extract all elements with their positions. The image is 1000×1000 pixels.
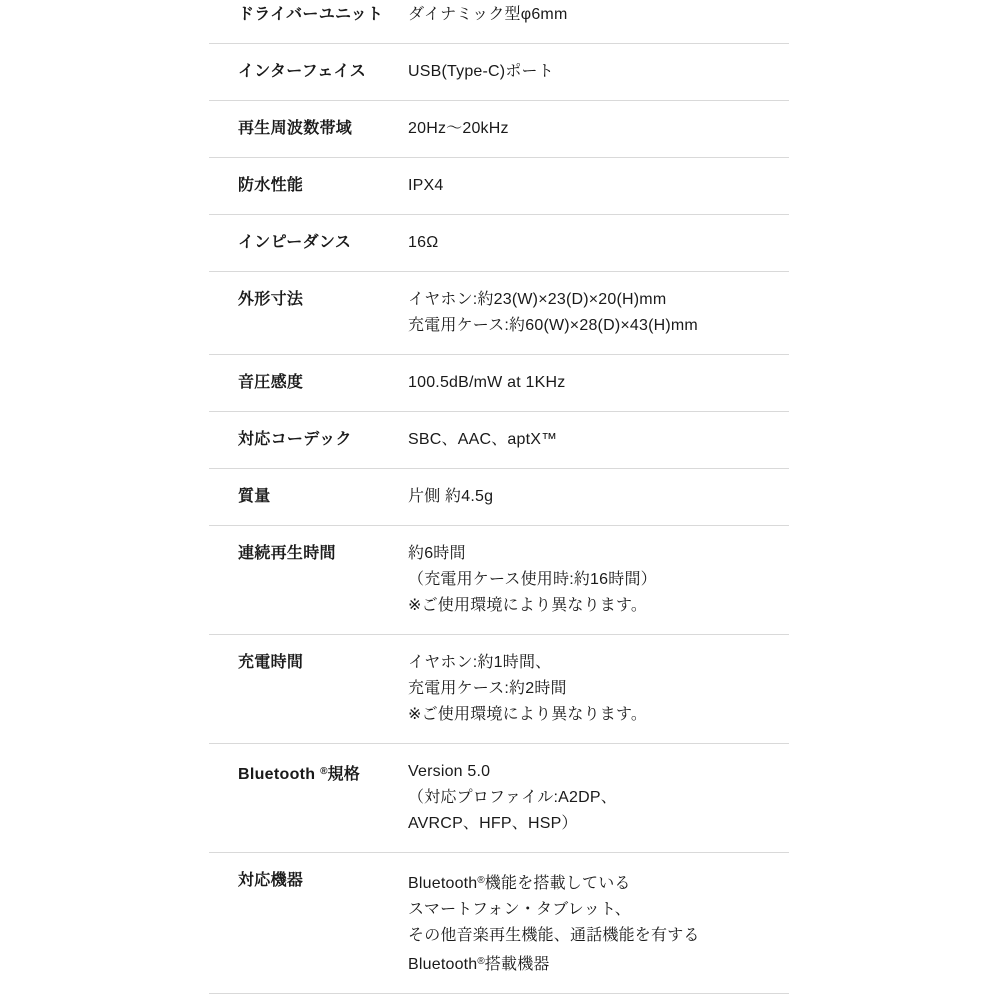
spec-label: 再生周波数帯域	[238, 120, 353, 137]
spec-value	[408, 59, 789, 85]
spec-label: 連続再生時間	[238, 545, 336, 562]
spec-value-line: スマートフォン・タブレット、	[408, 901, 631, 918]
spec-label: 外形寸法	[238, 291, 304, 308]
spec-value	[408, 173, 789, 199]
spec-value-line: 16Ω	[408, 234, 439, 251]
spec-value-line: イヤホン:約23(W)×23(D)×20(H)mm	[408, 291, 667, 308]
registered-trademark-symbol: ®	[477, 875, 485, 886]
spec-value-line: ※ご使用環境により異なります。	[408, 597, 648, 614]
spec-value-line: ※ご使用環境により異なります。	[408, 706, 648, 723]
spec-value	[408, 116, 789, 142]
spec-value	[408, 868, 789, 978]
spec-row	[209, 469, 789, 526]
spec-row	[209, 412, 789, 469]
spec-value	[408, 484, 789, 510]
spec-value	[408, 230, 789, 256]
registered-trademark-symbol: ®	[477, 956, 485, 967]
spec-value	[408, 541, 789, 619]
spec-value-line: 片側 約4.5g	[408, 488, 494, 505]
spec-value-line: Bluetooth®搭載機器	[408, 956, 550, 973]
spec-label: 音圧感度	[238, 374, 304, 391]
spec-value-line: ダイナミック型φ6mm	[408, 6, 568, 23]
spec-row	[209, 215, 789, 272]
spec-value	[408, 759, 789, 837]
spec-value-line: Version 5.0	[408, 763, 491, 780]
spec-value-line: IPX4	[408, 177, 444, 194]
spec-value	[408, 287, 789, 339]
spec-value	[408, 650, 789, 728]
spec-value-line: 充電用ケース:約60(W)×28(D)×43(H)mm	[408, 317, 698, 334]
spec-label: 防水性能	[238, 177, 304, 194]
spec-label: インピーダンス	[238, 234, 352, 251]
spec-value-line: SBC、AAC、aptX™	[408, 431, 558, 448]
spec-label: 対応機器	[238, 872, 304, 889]
spec-label: 質量	[238, 488, 271, 505]
spec-value-line: USB(Type-C)ポート	[408, 63, 554, 80]
spec-label: 充電時間	[238, 654, 304, 671]
spec-value-line: 100.5dB/mW at 1KHz	[408, 374, 566, 391]
spec-row	[209, 635, 789, 744]
spec-value-line: イヤホン:約1時間、	[408, 654, 552, 671]
spec-row	[209, 158, 789, 215]
spec-row	[209, 853, 789, 994]
spec-value-line: （対応プロファイル:A2DP、	[408, 789, 617, 806]
spec-value-line: 充電用ケース:約2時間	[408, 680, 567, 697]
spec-value-line: 20Hz～20kHz	[408, 120, 509, 137]
spec-label: インターフェイス	[238, 63, 367, 80]
registered-trademark-symbol: ®	[320, 766, 328, 777]
spec-row	[209, 355, 789, 412]
spec-value	[408, 370, 789, 396]
spec-value	[408, 2, 789, 28]
spec-label: Bluetooth ®規格	[238, 766, 361, 783]
spec-row	[209, 0, 789, 44]
spec-row	[209, 272, 789, 355]
spec-value-line: 約6時間	[408, 545, 466, 562]
spec-value	[408, 427, 789, 453]
spec-label: ドライバーユニット	[238, 6, 384, 23]
spec-row	[209, 101, 789, 158]
spec-value-line: Bluetooth®機能を搭載している	[408, 875, 631, 892]
spec-table	[209, 0, 789, 994]
spec-row	[209, 44, 789, 101]
spec-row	[209, 744, 789, 853]
spec-value-line: その他音楽再生機能、通話機能を有する	[408, 927, 700, 944]
spec-row	[209, 526, 789, 635]
spec-value-line: （充電用ケース使用時:約16時間）	[408, 571, 657, 588]
spec-label: 対応コーデック	[238, 431, 352, 448]
spec-value-line: AVRCP、HFP、HSP）	[408, 815, 578, 832]
